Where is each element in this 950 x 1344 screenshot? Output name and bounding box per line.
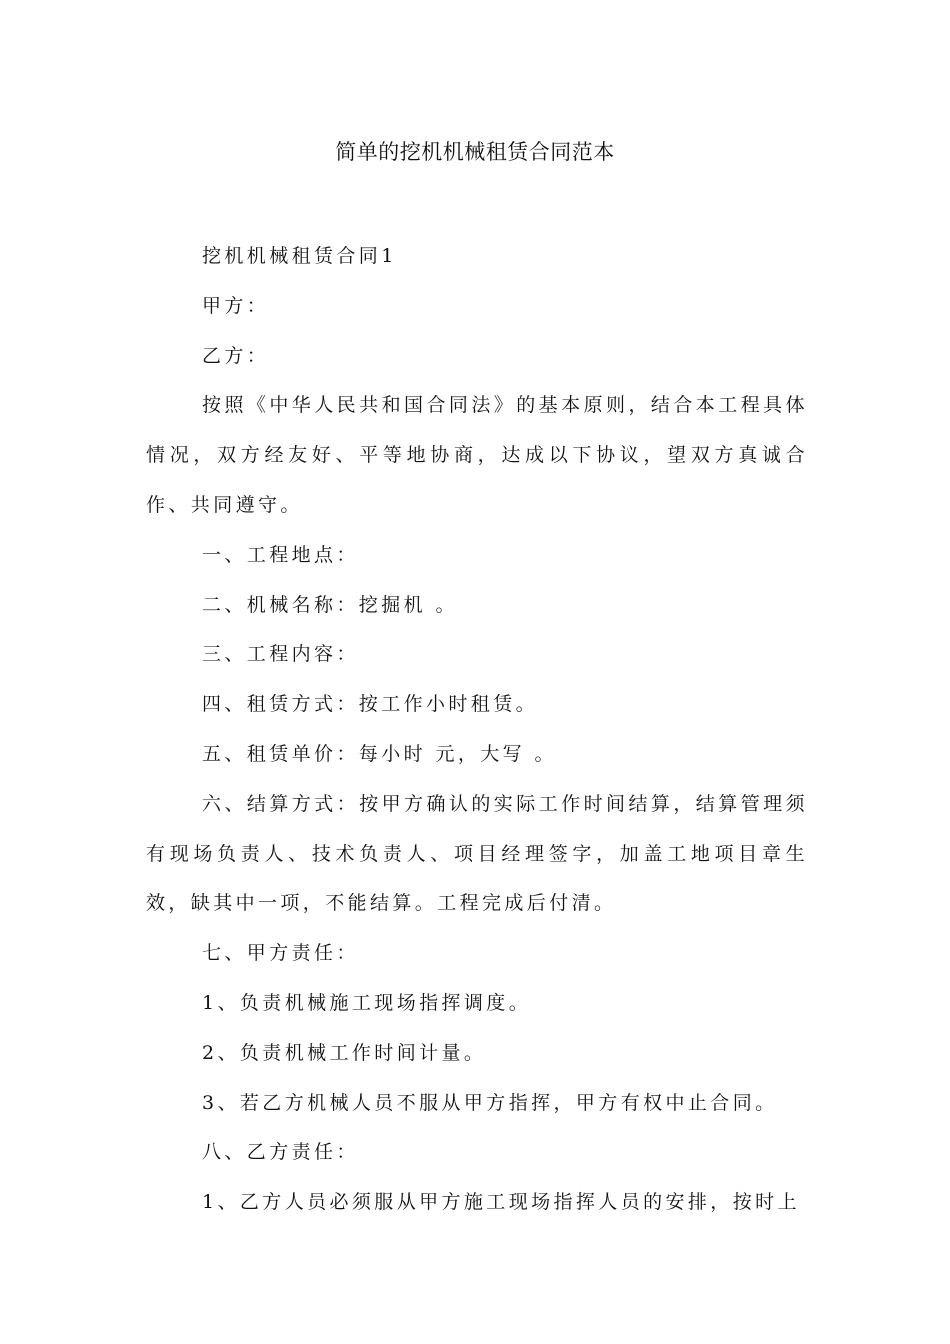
party-b-line: 乙方： (202, 344, 270, 367)
clause-5-unit-price: 五、租赁单价：每小时 元，大写 。 (202, 742, 557, 765)
contract-heading: 挖机机械租赁合同1 (202, 245, 397, 267)
clause-4-lease-method: 四、租赁方式：按工作小时租赁。 (202, 693, 539, 716)
clause-1-location: 一、工程地点： (202, 543, 359, 566)
document-title: 简单的挖机机械租赁合同范本 (335, 140, 615, 164)
document-body (146, 232, 808, 1228)
clause-3-content: 三、工程内容： (202, 643, 359, 666)
party-a-line: 甲方： (202, 294, 270, 317)
clause-2-machine-name: 二、机械名称：挖掘机 。 (202, 593, 458, 616)
party-a-duty-3: 3、若乙方机械人员不服从甲方指挥，甲方有权中止合同。 (202, 1091, 778, 1114)
party-a-duty-2: 2、负责机械工作时间计量。 (202, 1041, 487, 1064)
preamble-paragraph: 按照《中华人民共和国合同法》的基本原则，结合本工程具体情况，双方经友好、平等地协商，达成以下协议，望双方真诚合作、共同遵守。 (146, 394, 808, 516)
party-b-duty-1: 1、乙方人员必须服从甲方施工现场指挥人员的安排，按时上 (202, 1191, 800, 1214)
clause-7-party-a-duties: 七、甲方责任： (202, 942, 359, 965)
clause-6-settlement: 六、结算方式：按甲方确认的实际工作时间结算，结算管理须有现场负责人、技术负责人、项目经理签字，加盖工地项目章生效，缺其中一项，不能结算。工程完成后付清。 (146, 792, 808, 915)
clause-8-party-b-duties: 八、乙方责任： (202, 1141, 359, 1164)
party-a-duty-1: 1、负责机械施工现场指挥调度。 (202, 991, 532, 1014)
